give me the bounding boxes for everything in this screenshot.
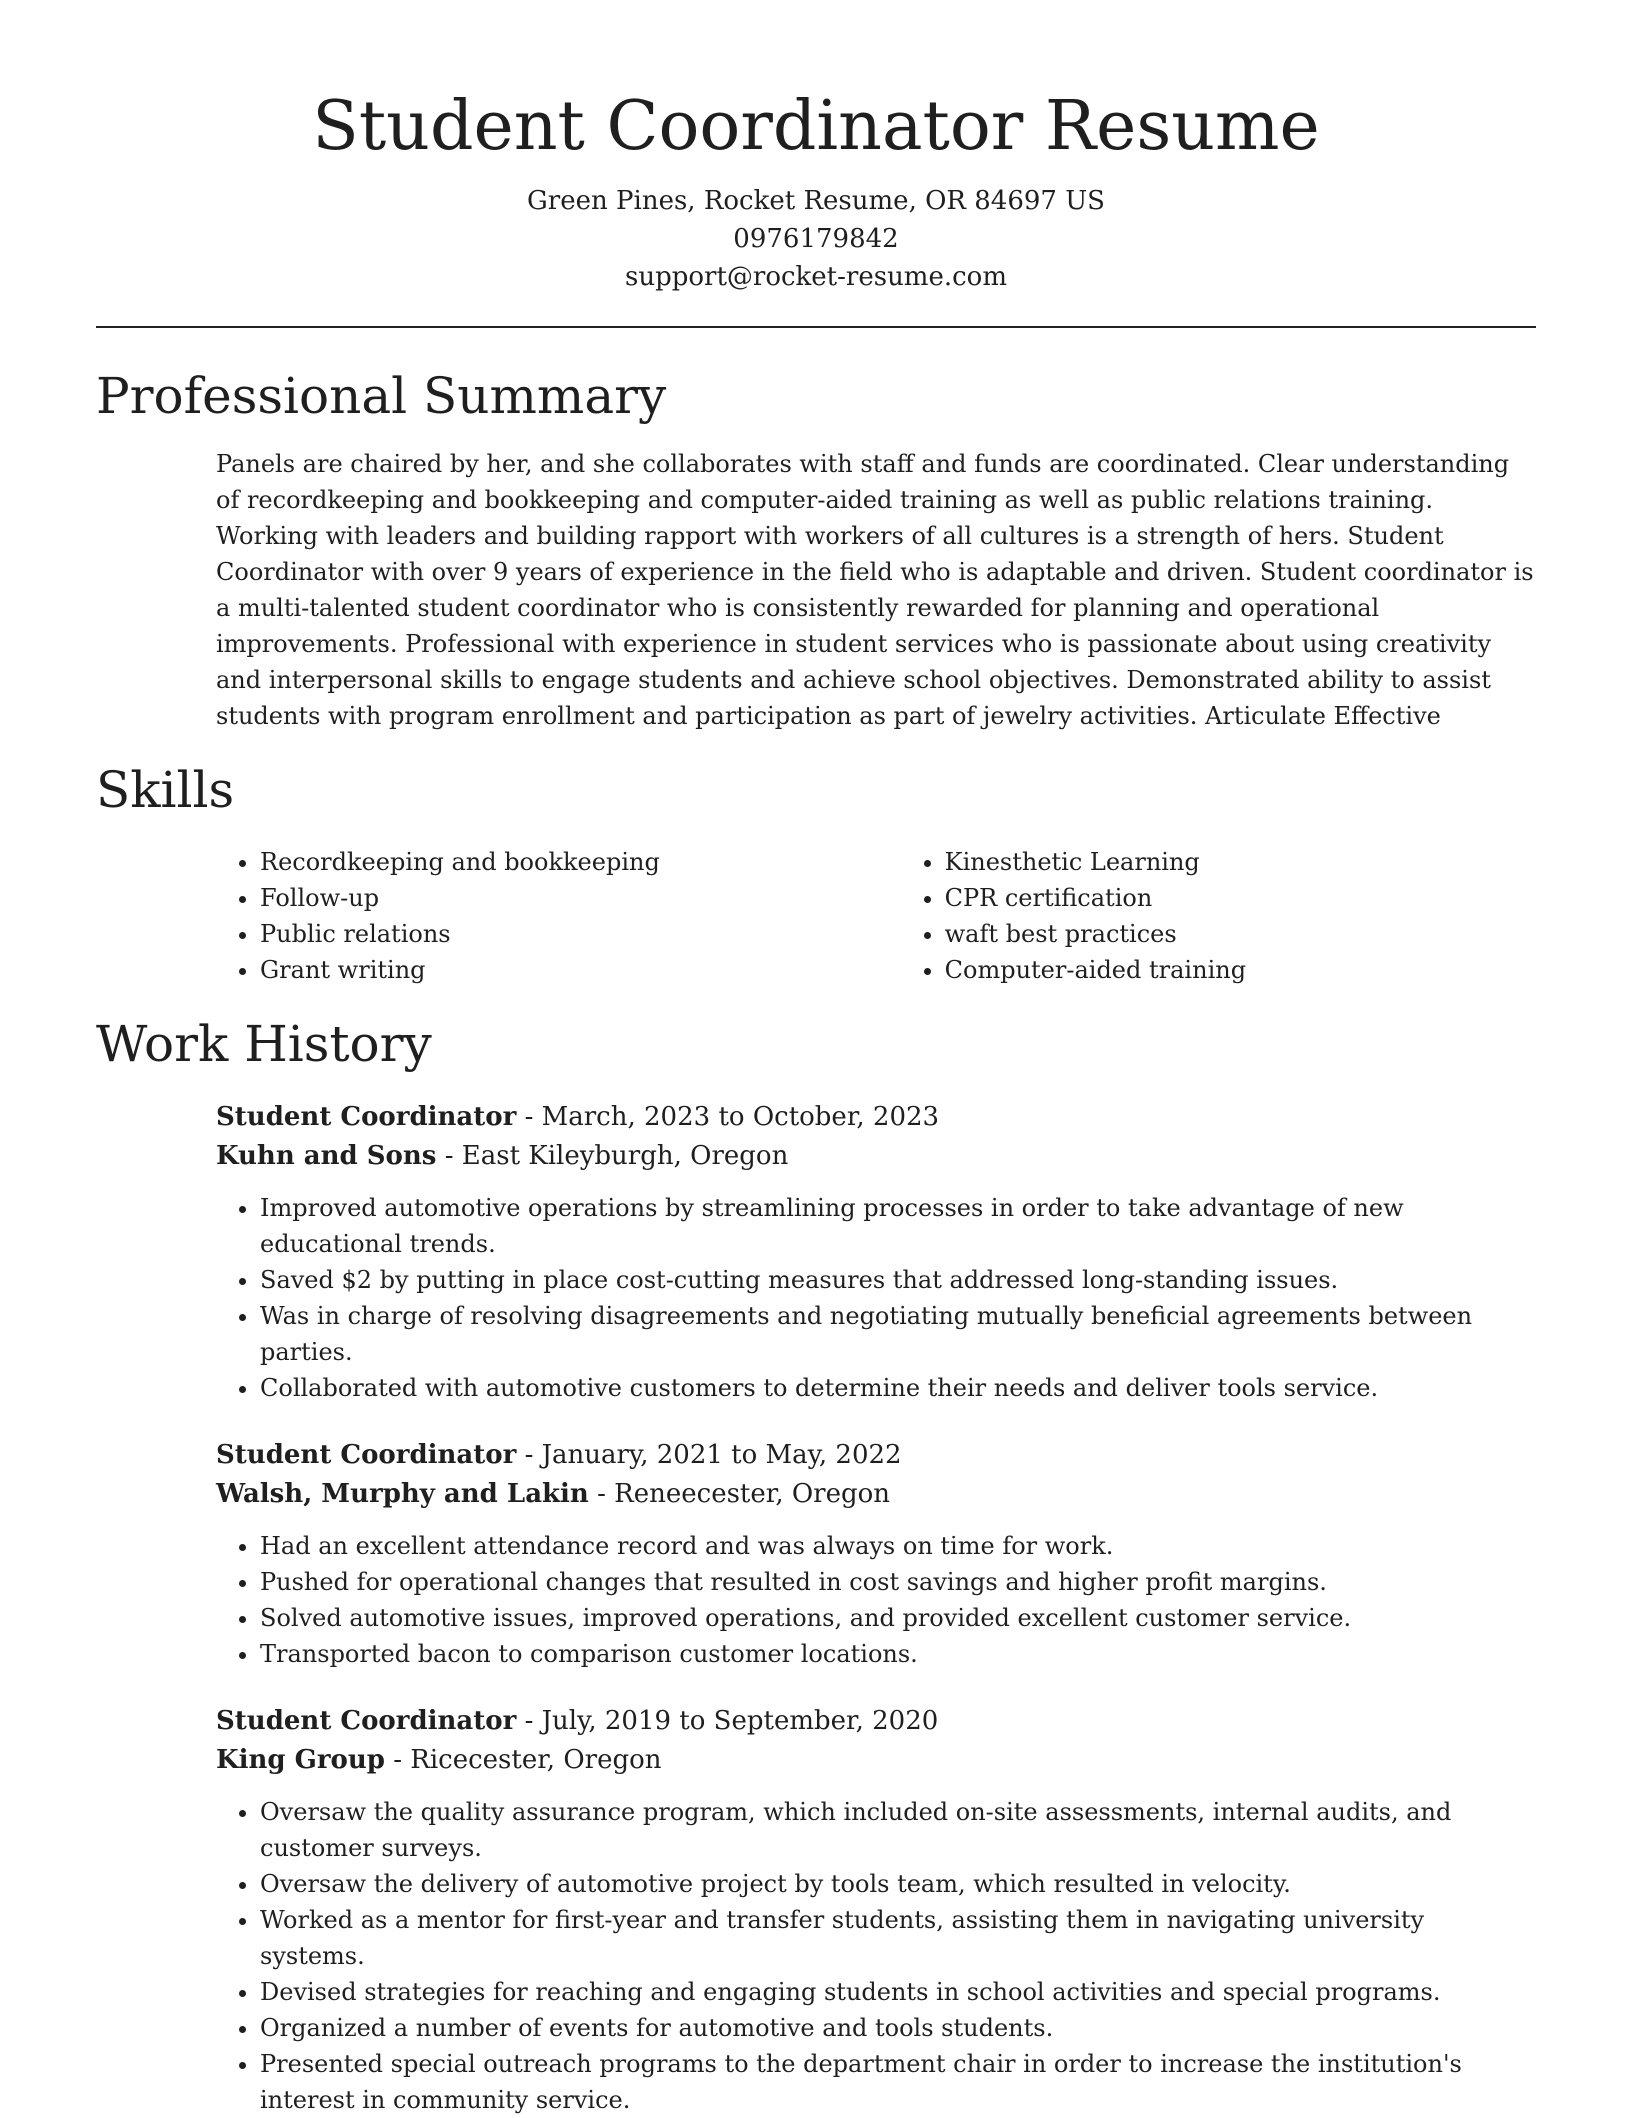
- job-bullet: • Organized a number of events for automotive and tools students.: [260, 2010, 1536, 2046]
- job-bullet: • Devised strategies for reaching and engaging students in school activities and special programs.: [260, 1974, 1536, 2010]
- job-bullet: • Solved automotive issues, improved operations, and provided excellent customer service.: [260, 1600, 1536, 1636]
- job-bullet: • Improved automotive operations by streamlining processes in order to take advantage of new educational trends.: [260, 1190, 1536, 1262]
- job-company-line: [216, 1137, 1536, 1176]
- section-title-skills: Skills: [96, 761, 235, 819]
- job-location: - East Kileyburgh, Oregon: [436, 1141, 789, 1171]
- skill-item: • CPR certification: [945, 880, 1536, 916]
- job-bullet: • Presented special outreach programs to the department chair in order to increase the institution's interest in community service.: [260, 2046, 1536, 2118]
- job-bullet: • Transported bacon to comparison customer locations.: [260, 1636, 1536, 1672]
- skill-item: • Kinesthetic Learning: [945, 844, 1536, 880]
- skill-item: • waft best practices: [945, 916, 1536, 952]
- job-company-line: [216, 1741, 1536, 1780]
- job-role: Student Coordinator: [216, 1706, 517, 1736]
- job-entry: [216, 1098, 1536, 1406]
- section-title-work-history: Work History: [96, 1015, 432, 1073]
- skill-item: • Follow-up: [260, 880, 901, 916]
- section-title-summary: Professional Summary: [96, 367, 667, 425]
- job-entry: [216, 1436, 1536, 1672]
- job-bullet: • Oversaw the delivery of automotive project by tools team, which resulted in velocity.: [260, 1866, 1536, 1902]
- job-role-line: [216, 1436, 1536, 1475]
- skill-item: • Grant writing: [260, 952, 901, 988]
- job-company-line: [216, 1475, 1536, 1514]
- skill-item: • Public relations: [260, 916, 901, 952]
- skill-item: • Computer-aided training: [945, 952, 1536, 988]
- job-bullet: • Collaborated with automotive customers to determine their needs and deliver tools service.: [260, 1370, 1536, 1406]
- job-company: King Group: [216, 1745, 385, 1775]
- resume-title: Student Coordinator Resume: [312, 87, 1320, 166]
- skills-column-left: [216, 844, 901, 988]
- job-bullet: • Oversaw the quality assurance program, which included on-site assessments, internal audits, and customer surveys.: [260, 1794, 1536, 1866]
- summary-text: Panels are chaired by her, and she collaborates with staff and funds are coordinated. Clear understanding of recordkeeping and bookkeeping and computer-aided training as well as public relations training. Working with leaders and building rapport with workers of all cultures is a strength of hers. Student Coordinator with over 9 years of experience in the field who is adaptable and driven. Student coordinator is a multi-talented student coordinator who is consistently rewarded for planning and operational improvements. Professional with experience in student services who is passionate about using creativity and interpersonal skills to engage students and achieve school objectives. Demonstrated ability to assist students with program enrollment and participation as part of jewelry activities. Articulate Effective: [216, 450, 1534, 730]
- job-role: Student Coordinator: [216, 1440, 517, 1470]
- job-bullet: • Saved $2 by putting in place cost-cutting measures that addressed long-standing issues.: [260, 1262, 1536, 1298]
- job-company: Walsh, Murphy and Lakin: [216, 1479, 589, 1509]
- skill-item: • Recordkeeping and bookkeeping: [260, 844, 901, 880]
- job-role-line: [216, 1702, 1536, 1741]
- job-location: - Reneecester, Oregon: [588, 1479, 891, 1509]
- job-bullets: [216, 1190, 1536, 1406]
- job-bullet: • Was in charge of resolving disagreements and negotiating mutually beneficial agreements between parties.: [260, 1298, 1536, 1370]
- job-dates: - January, 2021 to May, 2022: [516, 1440, 902, 1470]
- skills-list: [216, 844, 1536, 988]
- job-bullets: [216, 1528, 1536, 1672]
- contact-block: [96, 182, 1536, 296]
- contact-address: Green Pines, Rocket Resume, OR 84697 US: [527, 186, 1105, 216]
- job-company: Kuhn and Sons: [216, 1141, 437, 1171]
- job-bullet: • Worked as a mentor for first-year and transfer students, assisting them in navigating university systems.: [260, 1902, 1536, 1974]
- job-dates: - March, 2023 to October, 2023: [516, 1102, 940, 1132]
- resume-page: [96, 0, 1536, 2118]
- job-dates: - July, 2019 to September, 2020: [516, 1706, 939, 1736]
- job-bullet: • Pushed for operational changes that resulted in cost savings and higher profit margins.: [260, 1564, 1536, 1600]
- job-role: Student Coordinator: [216, 1102, 517, 1132]
- job-bullet: • Had an excellent attendance record and was always on time for work.: [260, 1528, 1536, 1564]
- job-location: - Ricecester, Oregon: [384, 1745, 662, 1775]
- contact-email: support@rocket-resume.com: [624, 262, 1007, 292]
- skills-column-right: [901, 844, 1536, 988]
- header-divider: [96, 326, 1536, 328]
- job-bullets: [216, 1794, 1536, 2118]
- job-role-line: [216, 1098, 1536, 1137]
- contact-phone: 0976179842: [733, 224, 899, 254]
- job-entry: [216, 1702, 1536, 2118]
